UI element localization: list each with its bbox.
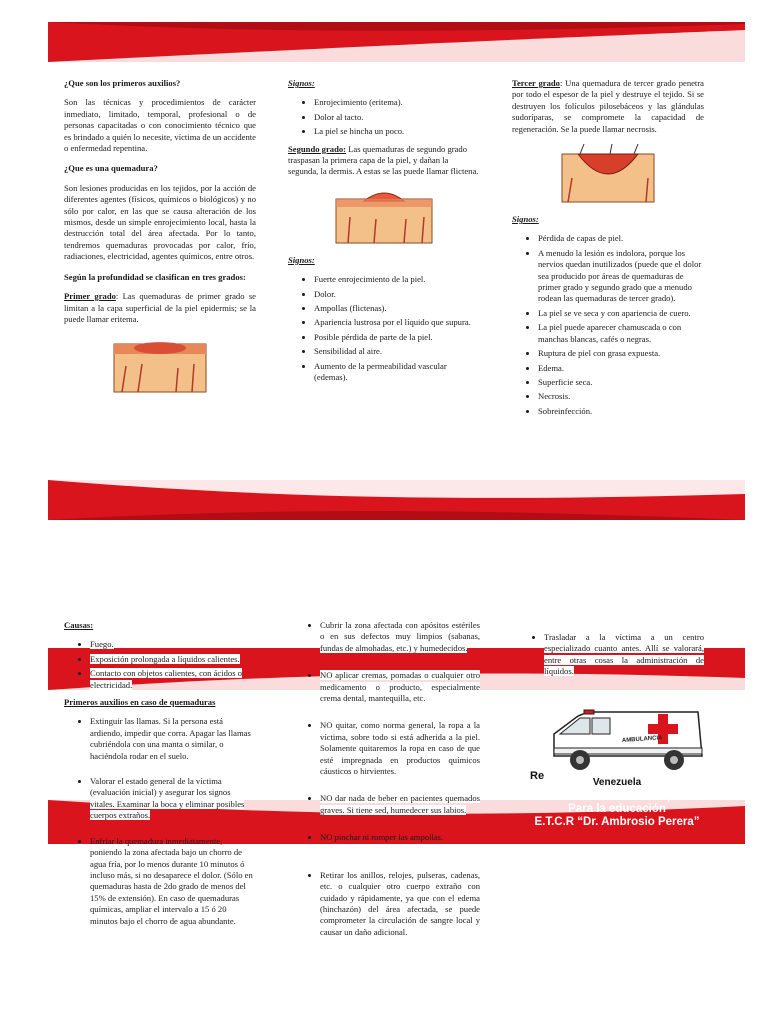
- panel-degrees: [288, 78, 480, 390]
- list-item: • NO aplicar cremas, pomadas o cualquier otro medicamento o producto, especialmente crema dental, mantequilla, etc.: [320, 670, 480, 704]
- third-degree-heading: Tercer grado: [512, 78, 560, 88]
- transfer-list: [518, 632, 704, 678]
- second-degree-paragraph: Segundo grado: Las quemaduras de segundo grado traspasan la primera capa de la piel, y dañan la segunda, la dermis. A estas se las puede llamar flictena.: [288, 143, 479, 177]
- list-item: • Ruptura de piel con grasa expuesta.: [538, 348, 704, 359]
- second-degree-heading: Segundo grado:: [288, 143, 347, 154]
- list-item: • A menudo la lesión es indolora, porque los nervios quedan inutilizados (puede que el dolor sea producido por áreas de quemaduras de primer grado y segundo grado que a menudo rodean las quemaduras de tercer grado).: [538, 248, 704, 305]
- list-item: • Cubrir la zona afectada con apósitos estériles o en sus defectos muy limpios (sabanas, fundas de almohadas, etc.) y humedecidos.: [320, 620, 480, 654]
- list-item: • Extinguir las llamas. Si la persona está ardiendo, impedir que corra. Apagar las llamas cubriéndola con una manta o similar, o haciéndola rodar en el suelo.: [90, 716, 256, 762]
- question-first-aid: ¿Que son los primeros auxilios?: [64, 78, 181, 88]
- ambulance-label: AMBULANCIA: [621, 735, 663, 744]
- middle-red-band: [48, 480, 745, 520]
- ministry-line-1: Ministerio del Poder Popular: [539, 790, 695, 802]
- third-degree-paragraph: Tercer grado: Una quemadura de tercer grado penetra por todo el espesor de la piel y destruye el tejido. Si se destruyen los folículos pilosebáceos y las glándulas sudoríparas, se compromete la capacidad de regeneración. Se la puede llamar necrosis.: [512, 78, 704, 134]
- list-item: • La piel puede aparecer chamuscada o con manchas blancas, cafés o negras.: [538, 322, 704, 345]
- signs-heading-second: Signos:: [288, 254, 315, 265]
- republic-partial: Re: [530, 770, 545, 782]
- classification-heading: Según la profundidad se clasifican en tres grados:: [64, 271, 246, 282]
- ambulance-illustration: [548, 704, 708, 776]
- country-name: Venezuela: [592, 777, 642, 788]
- list-item: • NO quitar, como norma general, la ropa a la víctima, sobre todo si está adherida a la piel. Solamente quitaremos la ropa en caso de que esté impregnada en productos químicos cáusticos o hirvientes.: [320, 720, 480, 777]
- second-degree-signs: [288, 274, 480, 383]
- panel-third-degree: [512, 78, 704, 423]
- list-item: • NO dar nada de beber en pacientes quemados graves. Si tiene sed, humedecer sus labios.: [320, 793, 480, 816]
- burn-definition: Son lesiones producidas en los tejidos, por la acción de diferentes agentes (físicos, químicos o biológicos) y no sólo por calor, en las que se causa alteración de los mismos, desde un simple enrojecimiento local, hasta la destrucción total del área afectada. Por lo tanto, tendremos quemaduras provocadas por calor, frío, radiaciones, electricidad, agentes químicos, entre otros.: [64, 182, 256, 262]
- school-name: E.T.C.R “Dr. Ambrosio Perera”: [534, 816, 700, 828]
- list-item: • NO pinchar ni romper las ampollas.: [320, 832, 480, 843]
- list-item: • Contacto con objetos calientes, con ácidos o electricidad.: [90, 668, 256, 691]
- list-item: • Edema.: [538, 363, 704, 374]
- first-degree-signs: [288, 97, 480, 137]
- first-aid-list: [64, 716, 256, 927]
- list-item: • Trasladar a la víctima a un centro especializado cuanto antes. Allí se valorará, entre otras cosas la administración de líquidos.: [544, 632, 704, 678]
- list-item: • Superficie seca.: [538, 377, 704, 388]
- panel-first-aid-continued: [294, 620, 480, 944]
- causes-list: [64, 639, 256, 691]
- first-aid-list-continued: [294, 620, 480, 938]
- list-item: • Ampollas (flictenas).: [314, 303, 480, 314]
- list-item: • Necrosis.: [538, 391, 704, 402]
- causes-heading: Causas:: [64, 620, 94, 630]
- first-degree-skin-illustration: [112, 334, 208, 394]
- first-aid-definition: Son las técnicas y procedimientos de carácter inmediato, limitado, temporal, profesional o de personas capacitadas o con conocimiento técnico que es brindado a quién lo necesite, víctima de un accidente o enfermedad repentina.: [64, 97, 256, 154]
- list-item: • Sobreinfección.: [538, 406, 704, 417]
- signs-heading-first: Signos:: [288, 78, 315, 88]
- panel-causes: [64, 620, 256, 933]
- list-item: • Retirar los anillos, relojes, pulseras, cadenas, etc. o cualquier otro cuerpo extraño con cuidado y rápidamente, ya que con el edema (hinchazón) del área afectada, se puede comprometer la circulación de sangre local y causar un daño adicional.: [320, 870, 480, 938]
- list-item: • Dolor al tacto.: [314, 112, 480, 123]
- first-aid-heading: Primeros auxilios en caso de quemaduras: [64, 697, 216, 708]
- cover-title-block: [512, 770, 722, 829]
- panel-intro: [64, 78, 256, 400]
- list-item: • Enrojecimiento (eritema).: [314, 97, 480, 108]
- first-degree-paragraph: Primer grado: Las quemaduras de primer grado se limitan a la capa superficial de la piel epidermis; se la puede llamar eritema.: [64, 291, 256, 324]
- first-degree-heading: Primer grado: [64, 291, 116, 302]
- third-degree-signs: [512, 233, 704, 417]
- list-item: • Exposición prolongada a líquidos calientes.: [90, 654, 256, 665]
- list-item: • La piel se hincha un poco.: [314, 126, 480, 137]
- list-item: • Fuego.: [90, 639, 256, 650]
- list-item: • Apariencia lustrosa por el líquido que supura.: [314, 317, 480, 328]
- panel-cover: [518, 632, 704, 684]
- question-burn: ¿Que es una quemadura?: [64, 163, 158, 174]
- list-item: • Fuerte enrojecimiento de la piel.: [314, 274, 480, 285]
- list-item: • La piel se ve seca y con apariencia de cuero.: [538, 308, 704, 319]
- list-item: • Enfriar la quemadura inmediatamente, poniendo la zona afectada bajo un chorro de agua fría, por lo menos durante 10 minutos ó incluso más, si no desaparece el dolor. (Sólo en quemaduras hasta de 2do grado de menos del 15% de extensión). En caso de quemaduras químicas, ampliar el intervalo a 15 ó 20 minutos bajo el chorro de agua abundante.: [90, 836, 256, 927]
- list-item: • Aumento de la permeabilidad vascular (edemas).: [314, 361, 480, 384]
- ministry-line-2: Para la educación: [568, 803, 666, 815]
- list-item: • Sensibilidad al aire.: [314, 346, 480, 357]
- second-degree-skin-illustration: [334, 187, 434, 245]
- list-item: • Valorar el estado general de la víctima (evaluación inicial) y asegurar los signos vitales. Examinar la boca y eliminar posibles cuerpos extraños.: [90, 776, 256, 822]
- third-degree-skin-illustration: [560, 144, 656, 204]
- top-red-band: [48, 22, 745, 62]
- list-item: • Dolor.: [314, 289, 480, 300]
- list-item: • Pérdida de capas de piel.: [538, 233, 704, 244]
- list-item: • Posible pérdida de parte de la piel.: [314, 332, 480, 343]
- signs-heading-third: Signos:: [512, 214, 539, 225]
